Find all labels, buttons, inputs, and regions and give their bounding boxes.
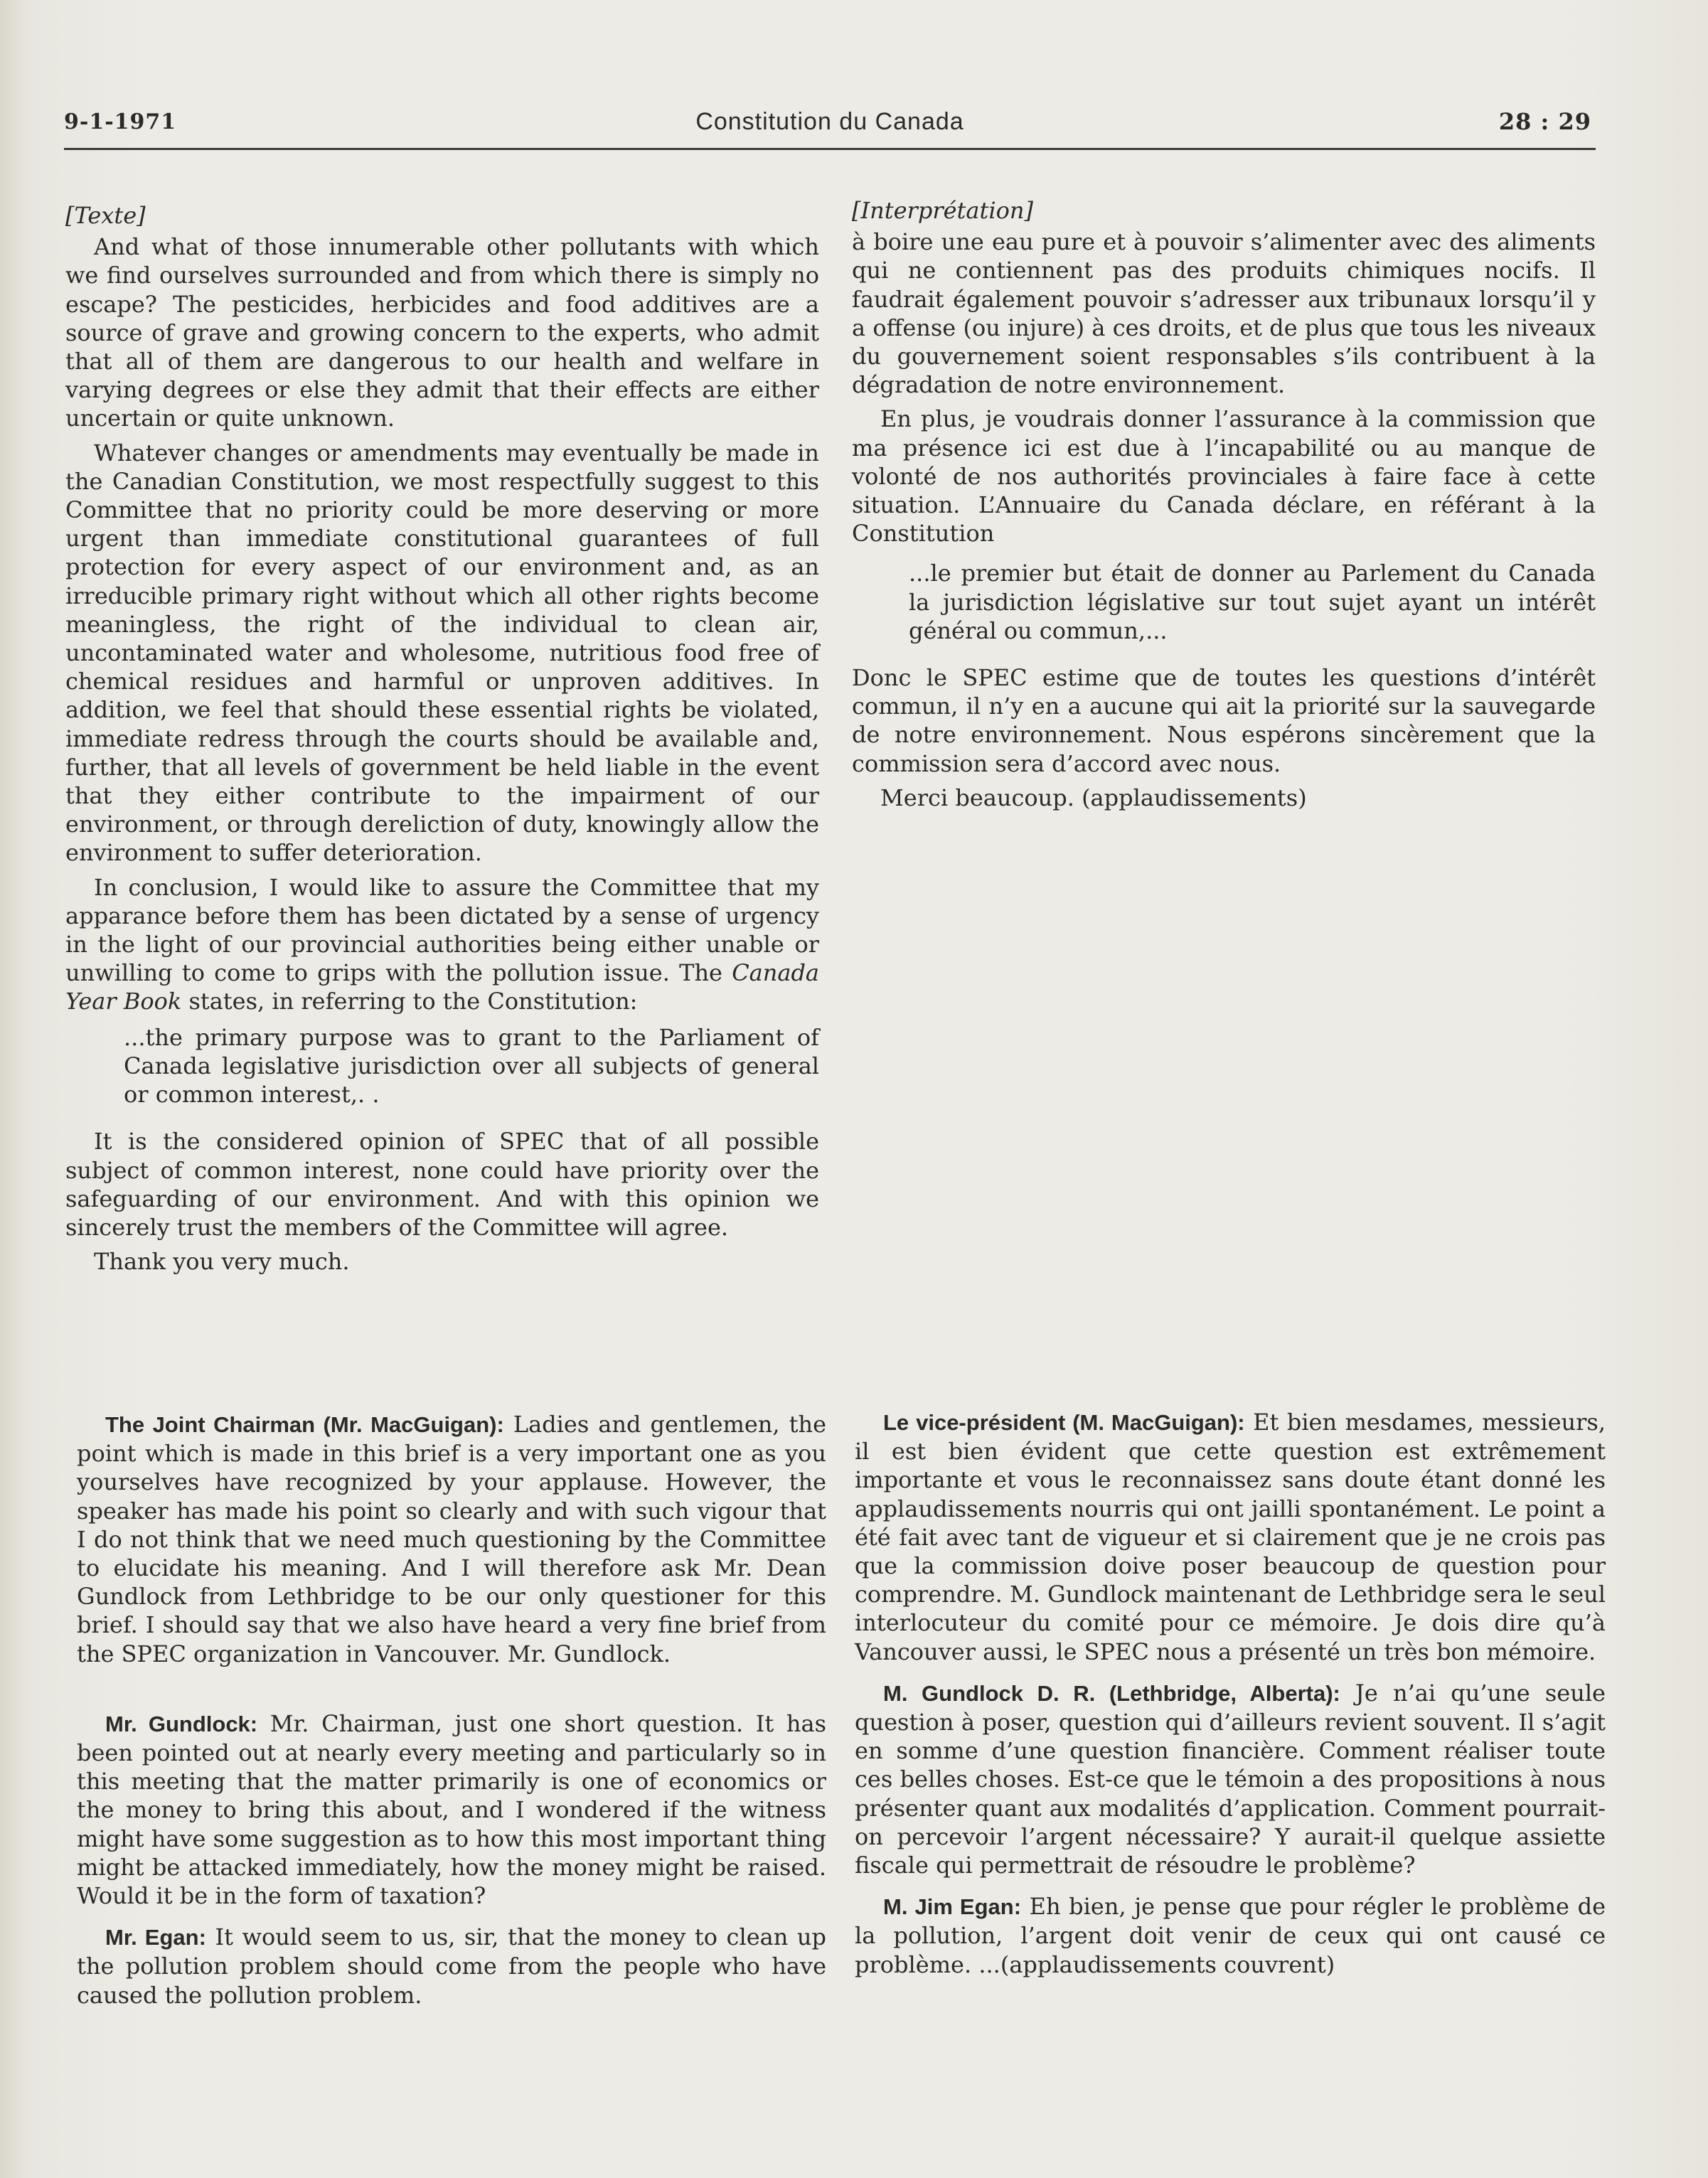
speaker-name: The Joint Chairman (Mr. MacGuigan): bbox=[105, 1412, 504, 1437]
section-label-texte: [Texte] bbox=[65, 202, 146, 229]
speech-text: Je n’ai qu’une seule question à poser, question qui d’ailleurs revient souvent. Il s’agit en somme d’une question financière. Comment réaliser toute ces belles choses. Est-ce que le témoin a des propositions à nous présenter quant aux modalités d’application. Comment pourrait-on percevoir l’argent nécessaire? Y aurait-il quelque assiette fiscale qui permettrait de résoudre le problème? bbox=[855, 1679, 1606, 1879]
paragraph: En plus, je voudrais donner l’assurance à la commission que ma présence ici est due à l’incapabilité ou au manque de volonté de nos authorités provinciales à faire face à cette situation. L’Annuaire du Canada déclare, en référant à la Constitution bbox=[852, 405, 1596, 548]
speech-text: It would seem to us, sir, that the money to clean up the pollution problem should come from the people who have caused the pollution problem. bbox=[77, 1923, 827, 2009]
paragraph-text: In conclusion, I would like to assure the Committee that my apparance before them has been dictated by a sense of urgency in the light of our provincial authorities being either unable or unwilling to come to grips with the pollution issue. The bbox=[65, 873, 819, 987]
header-date: 9-1-1971 bbox=[64, 110, 177, 134]
header-title: Constitution du Canada bbox=[695, 108, 964, 135]
paragraph: And what of those innumerable other pollutants with which we find ourselves surrounded and from which there is simply no escape? The pesticides, herbicides and food additives are a source of grave and growing concern to the experts, who admit that all of them are dangerous to our health and welfare in varying degrees or else they admit that their effects are either uncertain or quite unknown. bbox=[65, 233, 819, 432]
french-text-column bbox=[852, 196, 1596, 812]
speech-text: Ladies and gentlemen, the point which is made in this brief is a very important one as you yourselves have recognized by your applause. However, the speaker has made his point so clearly and with such vigour that I do not think that we need much questioning by the Committee to elucidate his meaning. And I will therefore ask Mr. Dean Gundlock from Lethbridge to be our only questioner for this brief. I should say that we also have heard a very fine brief from the SPEC organization in Vancouver. Mr. Gundlock. bbox=[77, 1411, 827, 1667]
paragraph: Thank you very much. bbox=[94, 1248, 350, 1276]
speaker-paragraph bbox=[77, 1410, 826, 1668]
block-quote: ...the primary purpose was to grant to the Parliament of Canada legislative jurisdiction over all subjects of general or common interest,. . bbox=[124, 1023, 819, 1109]
header-page-number: 28 : 29 bbox=[1498, 108, 1591, 135]
french-proceedings-column bbox=[855, 1408, 1606, 1979]
paragraph: It is the considered opinion of SPEC that of all possible subject of common interest, none could have priority over the safeguarding of our environment. And with this opinion we sincerely trust the members of the Committee will agree. bbox=[65, 1128, 819, 1241]
section-label-interpretation: [Interprétation] bbox=[852, 197, 1033, 224]
speech-text: Eh bien, je pense que pour régler le problème de la pollution, l’argent doit venir de ceux qui ont causé ce problème. ...(applaudissements couvrent) bbox=[855, 1893, 1606, 1978]
running-head bbox=[64, 105, 1596, 150]
speech-text: Et bien mesdames, messieurs, il est bien évident que cette question est extrêmement importante et vous le reconnaissez sans doute étant donné les applaudissements nourris qui ont jailli spontanément. Le point a été fait avec tant de vigueur et si clairement que je ne crois pas que la commission doive poser beaucoup de question pour comprendre. M. Gundlock maintenant de Lethbridge sera le seul interlocuteur du comité pour ce mémoire. Je dois dire qu’à Vancouver aussi, le SPEC nous a présenté un très bon mémoire. bbox=[855, 1409, 1606, 1665]
block-quote: ...le premier but était de donner au Parlement du Canada la jurisdiction législative sur tout sujet ayant un intérêt général ou commun,... bbox=[909, 560, 1596, 644]
book-title: Canada Year Book bbox=[65, 959, 819, 1015]
speaker-paragraph bbox=[855, 1679, 1606, 1879]
paragraph: à boire une eau pure et à pouvoir s’alimenter avec des aliments qui ne contiennent pas des produits chimiques nocifs. Il faudrait également pouvoir s’adresser aux tribunaux lorsqu’il y a offense (ou injure) à ces droits, et de plus que tous les niveaux du gouvernement soient responsables s’ils contribuent à la dégradation de notre environnement. bbox=[852, 228, 1596, 399]
speaker-name: Mr. Gundlock: bbox=[105, 1711, 258, 1736]
speech-text: Mr. Chairman, just one short question. It has been pointed out at nearly every meeting and particularly so in this meeting that the matter primarily is one of economics or the money to bring this about, and I wondered if the witness might have some suggestion as to how this most important thing might be attacked immediately, how the money might be raised. Would it be in the form of taxation? bbox=[77, 1709, 826, 1910]
paragraph: Whatever changes or amendments may eventually be made in the Canadian Constitution, we most respectfully suggest to this Committee that no priority could be more deserving or more urgent than immediate constitutional guarantees of full protection for every aspect of our environment and, as an irreducible primary right without which all other rights become meaningless, the right of the individual to clean air, uncontaminated water and wholesome, nutritious food free of chemical residues and harmful or unproven additives. In addition, we feel that should these essential rights be violated, immediate redress through the courts should be available and, further, that all levels of government be held liable in the event that they either contribute to the impairment of our environment, or through dereliction of duty, knowingly allow the environment to suffer deterioration. bbox=[65, 439, 819, 867]
speaker-name: M. Jim Egan: bbox=[883, 1894, 1022, 1920]
speaker-paragraph bbox=[855, 1892, 1606, 1979]
speaker-paragraph bbox=[77, 1923, 826, 2009]
english-text-column bbox=[65, 201, 819, 1276]
paragraph-text: states, in referring to the Constitution: bbox=[181, 988, 638, 1015]
paragraph: Donc le SPEC estime que de toutes les questions d’intérêt commun, il n’y en a aucune qui ait la priorité sur la sauvegarde de notre environnement. Nous espérons sincèrement que la commission sera d’accord avec nous. bbox=[852, 664, 1596, 777]
paragraph bbox=[65, 873, 819, 1016]
speaker-name: Le vice-président (M. MacGuigan): bbox=[883, 1410, 1245, 1435]
paragraph: Merci beaucoup. (applaudissements) bbox=[880, 784, 1307, 811]
speaker-paragraph bbox=[77, 1709, 826, 1910]
speaker-paragraph bbox=[855, 1408, 1606, 1666]
english-proceedings-column bbox=[77, 1410, 826, 2009]
speaker-name: Mr. Egan: bbox=[105, 1925, 206, 1950]
speaker-name: M. Gundlock D. R. (Lethbridge, Alberta): bbox=[883, 1680, 1340, 1706]
